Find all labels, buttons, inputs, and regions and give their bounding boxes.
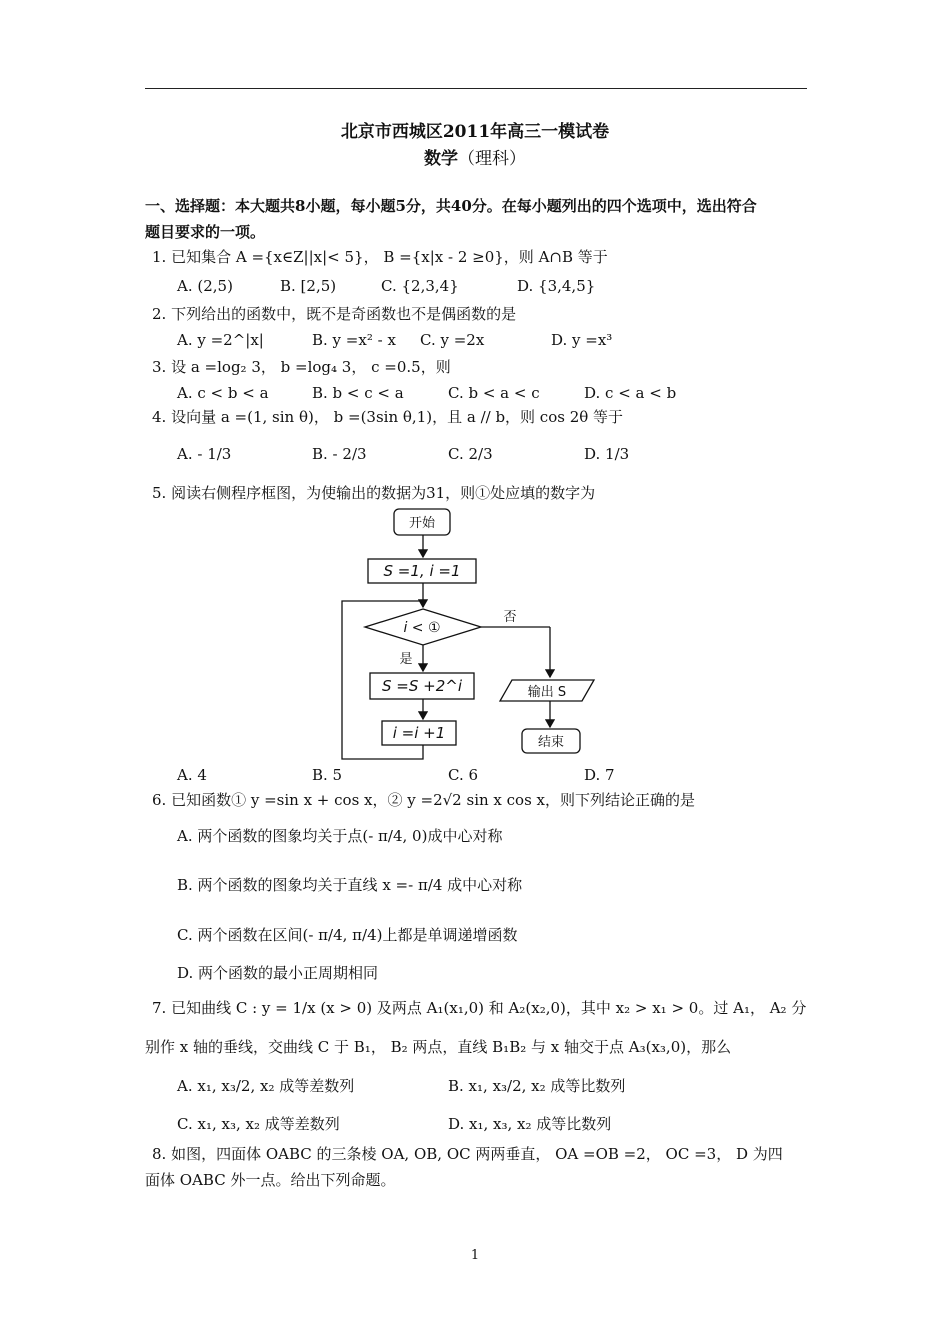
q1-stem: 1. 已知集合 A ={x∈Z||x|< 5}， B ={x|x - 2 ≥0}，则 A∩B 等于: [152, 248, 608, 266]
q3-stem: 3. 设 a =log₂ 3， b =log₄ 3， c =0.5，则: [152, 358, 451, 376]
q5-option-c: C. 6: [448, 766, 479, 784]
q6-option-b: B. 两个函数的图象均关于直线 x =- π/4 成中心对称: [177, 876, 523, 894]
flow-update-i-label: i =i +1: [392, 724, 446, 742]
q8-stem-line1: 8. 如图，四面体 OABC 的三条棱 OA, OB, OC 两两垂直， OA =OB =2， OC =3， D 为四: [152, 1145, 783, 1163]
q7-option-d: D. x₁, x₃, x₂ 成等比数列: [448, 1115, 612, 1133]
q2-option-a: A. y =2^|x|: [177, 331, 264, 349]
flow-end-label: 结束: [537, 735, 565, 750]
q4-option-b: B. - 2/3: [312, 445, 367, 463]
q6-option-a: A. 两个函数的图象均关于点(- π/4, 0)成中心对称: [177, 827, 503, 845]
flow-condition-label: i < ①: [403, 620, 441, 636]
q7-stem-line1: 7. 已知曲线 C : y = 1/x (x > 0) 及两点 A₁(x₁,0) 和 A₂(x₂,0)，其中 x₂ > x₁ > 0。过 A₁， A₂ 分: [152, 999, 807, 1017]
q2-option-c: C. y =2x: [420, 331, 485, 349]
q1-option-a: A. (2,5): [177, 277, 233, 295]
q5-option-a: A. 4: [177, 766, 207, 784]
section-heading-cont: 题目要求的一项。: [145, 223, 266, 241]
flow-update-s-label: S =S +2^i: [382, 677, 462, 695]
q2-stem: 2. 下列给出的函数中，既不是奇函数也不是偶函数的是: [152, 305, 517, 323]
q8-stem-line2: 面体 OABC 外一点。给出下列命题。: [145, 1171, 396, 1189]
flow-start-label: 开始: [408, 516, 436, 531]
q1-option-d: D. {3,4,5}: [517, 277, 596, 295]
q7-stem-line2: 别作 x 轴的垂线，交曲线 C 于 B₁， B₂ 两点，直线 B₁B₂ 与 x 轴交于点 A₃(x₃,0)，那么: [145, 1038, 732, 1056]
q6-option-c: C. 两个函数在区间(- π/4, π/4)上都是单调递增函数: [177, 926, 518, 944]
q3-option-b: B. b < c < a: [312, 384, 404, 402]
q4-option-d: D. 1/3: [584, 445, 630, 463]
q7-option-c: C. x₁, x₃, x₂ 成等差数列: [177, 1115, 340, 1133]
subject-suffix: （理科）: [458, 149, 526, 169]
subject-text: 数学: [424, 149, 458, 169]
flow-init-label: S =1, i =1: [383, 562, 461, 580]
flow-no-label: 否: [503, 610, 517, 625]
q4-stem: 4. 设向量 a =(1, sin θ)， b =(3sin θ,1)，且 a // b，则 cos 2θ 等于: [152, 408, 624, 426]
q4-option-a: A. - 1/3: [177, 445, 232, 463]
exam-title: [0, 117, 950, 142]
q7-option-a: A. x₁, x₃/2, x₂ 成等差数列: [177, 1077, 355, 1095]
flow-yes-label: 是: [399, 652, 413, 667]
section-heading: 一、选择题：本大题共8小题，每小题5分，共40分。在每小题列出的四个选项中，选出符合: [145, 197, 757, 215]
page-number: 1: [470, 1248, 480, 1263]
q5-option-b: B. 5: [312, 766, 343, 784]
flow-output-label: 输出 S: [527, 685, 567, 700]
q6-stem: 6. 已知函数① y =sin x + cos x，② y =2√2 sin x cos x，则下列结论正确的是: [152, 791, 696, 809]
q7-option-b: B. x₁, x₃/2, x₂ 成等比数列: [448, 1077, 626, 1095]
q3-option-d: D. c < a < b: [584, 384, 677, 402]
header-rule: [145, 88, 807, 89]
q4-option-c: C. 2/3: [448, 445, 493, 463]
q2-option-d: D. y =x³: [551, 331, 613, 349]
q1-option-c: C. {2,3,4}: [381, 277, 459, 295]
flowchart: [330, 505, 610, 765]
q6-option-d: D. 两个函数的最小正周期相同: [177, 964, 379, 982]
q5-option-d: D. 7: [584, 766, 615, 784]
q2-option-b: B. y =x² - x: [312, 331, 396, 349]
q1-option-b: B. [2,5): [280, 277, 337, 295]
exam-title-text: 北京市西城区2011年高三一模试卷: [340, 122, 610, 142]
q5-stem: 5. 阅读右侧程序框图，为使输出的数据为31，则①处应填的数字为: [152, 484, 596, 502]
q3-option-a: A. c < b < a: [177, 384, 269, 402]
exam-subject: [0, 144, 950, 169]
q3-option-c: C. b < a < c: [448, 384, 540, 402]
